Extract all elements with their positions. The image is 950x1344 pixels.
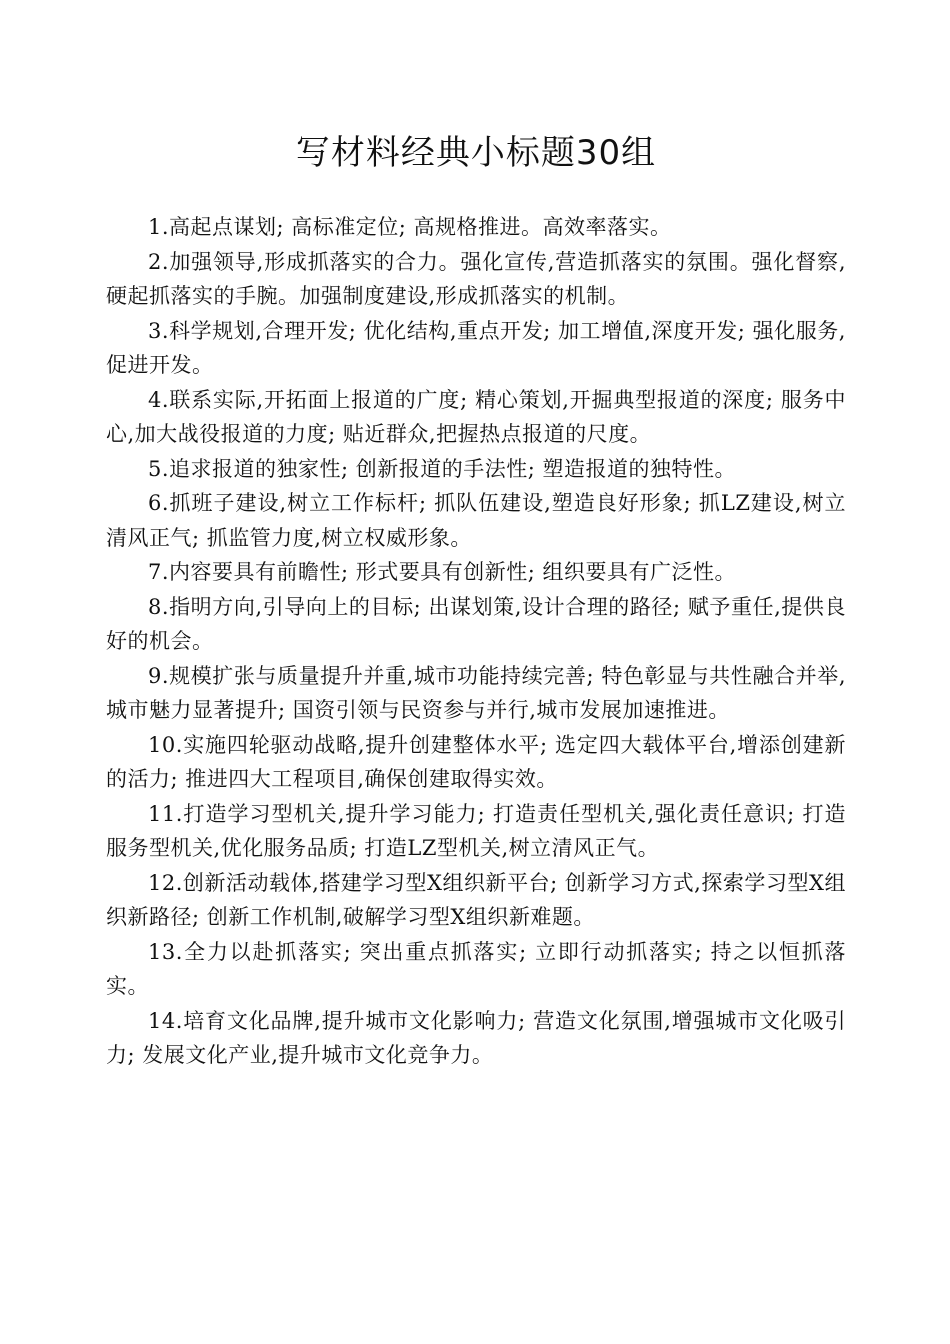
list-item: 3.科学规划,合理开发; 优化结构,重点开发; 加工增值,深度开发; 强化服务,促进开发。	[106, 318, 846, 377]
list-item: 10.实施四轮驱动战略,提升创建整体水平; 选定四大载体平台,增添创建新的活力; 推进四大工程项目,确保创建取得实效。	[106, 732, 846, 791]
list-item: 8.指明方向,引导向上的目标; 出谋划策,设计合理的路径; 赋予重任,提供良好的机会。	[106, 594, 846, 653]
list-item: 9.规模扩张与质量提升并重,城市功能持续完善; 特色彰显与共性融合并举,城市魅力显著提升; 国资引领与民资参与并行,城市发展加速推进。	[106, 663, 846, 722]
list-item: 12.创新活动载体,搭建学习型X组织新平台; 创新学习方式,探索学习型X组织新路径; 创新工作机制,破解学习型X组织新难题。	[106, 870, 846, 929]
list-item: 11.打造学习型机关,提升学习能力; 打造责任型机关,强化责任意识; 打造服务型机关,优化服务品质; 打造LZ型机关,树立清风正气。	[106, 801, 846, 860]
list-item: 5.追求报道的独家性; 创新报道的手法性; 塑造报道的独特性。	[148, 456, 737, 481]
list-item: 2.加强领导,形成抓落实的合力。强化宣传,营造抓落实的氛围。强化督察,硬起抓落实的手腕。加强制度建设,形成抓落实的机制。	[106, 249, 846, 308]
document-page	[106, 130, 846, 1073]
list-item: 6.抓班子建设,树立工作标杆; 抓队伍建设,塑造良好形象; 抓LZ建设,树立清风正气; 抓监管力度,树立权威形象。	[106, 491, 846, 550]
list-item: 7.内容要具有前瞻性; 形式要具有创新性; 组织要具有广泛性。	[148, 560, 737, 584]
list-item: 1.高起点谋划; 高标准定位; 高规格推进。高效率落实。	[148, 215, 672, 239]
list-item: 14.培育文化品牌,提升城市文化影响力; 营造文化氛围,增强城市文化吸引力; 发展文化产业,提升城市文化竞争力。	[106, 1008, 846, 1067]
heading-list	[106, 210, 846, 1073]
document-title: 写材料经典小标题30组	[295, 133, 657, 173]
list-item: 13.全力以赴抓落实; 突出重点抓落实; 立即行动抓落实; 持之以恒抓落实。	[106, 939, 846, 998]
list-item: 4.联系实际,开拓面上报道的广度; 精心策划,开掘典型报道的深度; 服务中心,加大战役报道的力度; 贴近群众,把握热点报道的尺度。	[106, 387, 846, 446]
